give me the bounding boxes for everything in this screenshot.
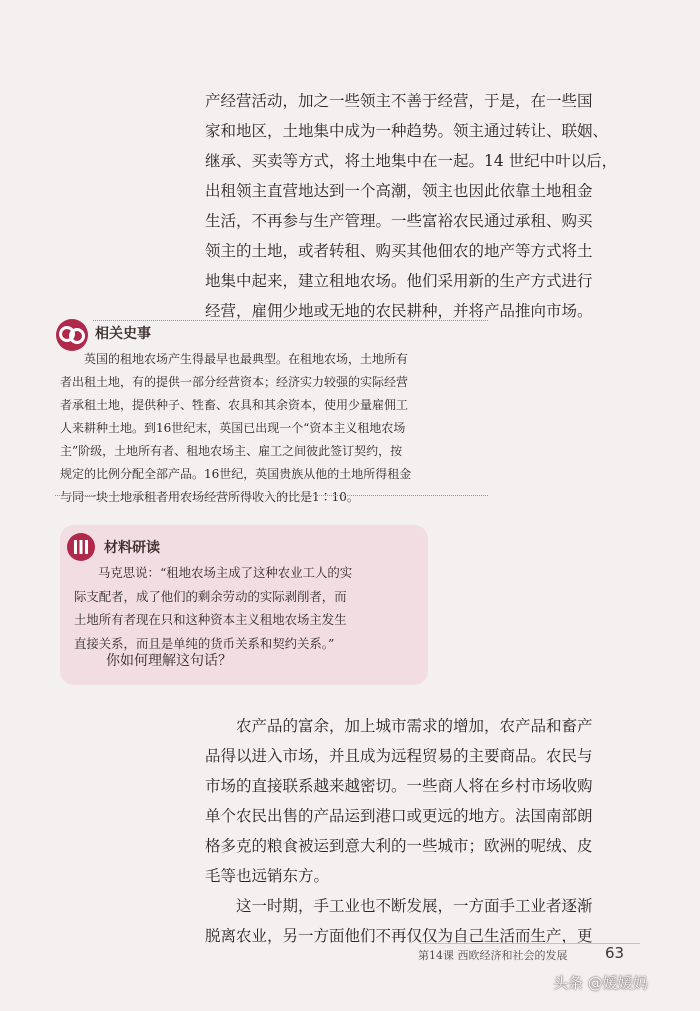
paragraph-line: 单个农民出售的产品运到港口或更远的地方。法国南部朗 bbox=[205, 807, 593, 825]
history-line: 英国的租地农场产生得最早也最典型。在租地农场，土地所有 bbox=[84, 352, 409, 366]
divider bbox=[55, 495, 488, 496]
paragraph-line: 农产品的富余，加上城市需求的增加，农产品和畜产 bbox=[236, 717, 593, 735]
history-line: 者出租土地，有的提供一部分经营资本；经济实力较强的实际经营 bbox=[60, 375, 409, 389]
paragraph-line: 格多克的粮食被运到意大利的一些城市；欧洲的呢绒、皮 bbox=[205, 837, 593, 855]
study-quote bbox=[74, 561, 434, 655]
quote-line: 际支配者，成了他们的剩余劳动的实际剥削者，而 bbox=[74, 588, 347, 604]
paragraph-line: 地集中起来，建立租地农场。他们采用新的生产方式进行 bbox=[205, 272, 593, 290]
history-line: 规定的比例分配全部产品。16世纪，英国贵族从他的土地所得租金 bbox=[60, 467, 412, 481]
material-study-box bbox=[60, 525, 428, 685]
watermark: 头条 @媛媛妈 bbox=[553, 974, 648, 992]
history-line: 主”阶级，土地所有者、租地农场主、雇工之间彼此签订契约，按 bbox=[60, 444, 403, 458]
paragraph-line: 脱离农业，另一方面他们不再仅仅为自己生活而生产，更 bbox=[205, 927, 593, 945]
related-history-box bbox=[55, 318, 488, 504]
study-icon bbox=[66, 532, 96, 562]
quote-line: 马克思说：“租地农场主成了这种农业工人的实 bbox=[98, 565, 353, 580]
paragraph-line: 继承、买卖等方式，将土地集中在一起。14 世纪中叶以后， bbox=[205, 152, 618, 170]
history-line: 人来耕种土地。到16世纪末，英国已出现一个“资本主义租地农场 bbox=[60, 421, 406, 435]
history-icon bbox=[55, 318, 89, 352]
paragraph-line: 家和地区，土地集中成为一种趋势。领主通过转让、联姻、 bbox=[205, 122, 609, 140]
history-line: 者承租土地，提供种子、牲畜、农具和其余资本，使用少量雇佣工 bbox=[60, 398, 409, 412]
paragraph-line: 生活，不再参与生产管理。一些富裕农民通过承租、购买 bbox=[205, 212, 593, 230]
quote-line: 直接关系，而且是单纯的货币关系和契约关系。” bbox=[74, 635, 335, 651]
study-heading: 材料研读 bbox=[104, 540, 160, 556]
study-question: 你如何理解这句话？ bbox=[106, 653, 232, 669]
divider bbox=[93, 320, 488, 321]
paragraph-line: 毛等也远销东方。 bbox=[205, 867, 330, 885]
paragraph-line: 这一时期，手工业也不断发展，一方面手工业者逐渐 bbox=[236, 897, 593, 915]
paragraph-line: 领主的土地，或者转租、购买其他佃农的地产等方式将土 bbox=[205, 242, 593, 260]
history-text bbox=[60, 348, 490, 509]
paragraph-line: 出租领主直营地达到一个高潮，领主也因此依靠土地租金 bbox=[205, 182, 593, 200]
history-line: 与同一块土地承租者用农场经营所得收入的比是1∶10。 bbox=[60, 490, 359, 504]
history-heading: 相关史事 bbox=[95, 326, 151, 342]
paragraph-bottom bbox=[205, 711, 635, 951]
paragraph-line: 经营，雇佣少地或无地的农民耕种，并将产品推向市场。 bbox=[205, 302, 593, 320]
paragraph-line: 产经营活动，加之一些领主不善于经营，于是，在一些国 bbox=[205, 92, 593, 110]
paragraph-top bbox=[205, 86, 635, 326]
quote-line: 土地所有者现在只和这种资本主义租地农场主发生 bbox=[74, 612, 347, 627]
paragraph-line: 品得以进入市场，并且成为远程贸易的主要商品。农民与 bbox=[205, 747, 593, 765]
paragraph-line: 市场的直接联系越来越密切。一些商人将在乡村市场收购 bbox=[205, 777, 593, 795]
lesson-label: 第14课 西欧经济和社会的发展 bbox=[418, 949, 568, 962]
page-number: 63 bbox=[605, 944, 625, 962]
